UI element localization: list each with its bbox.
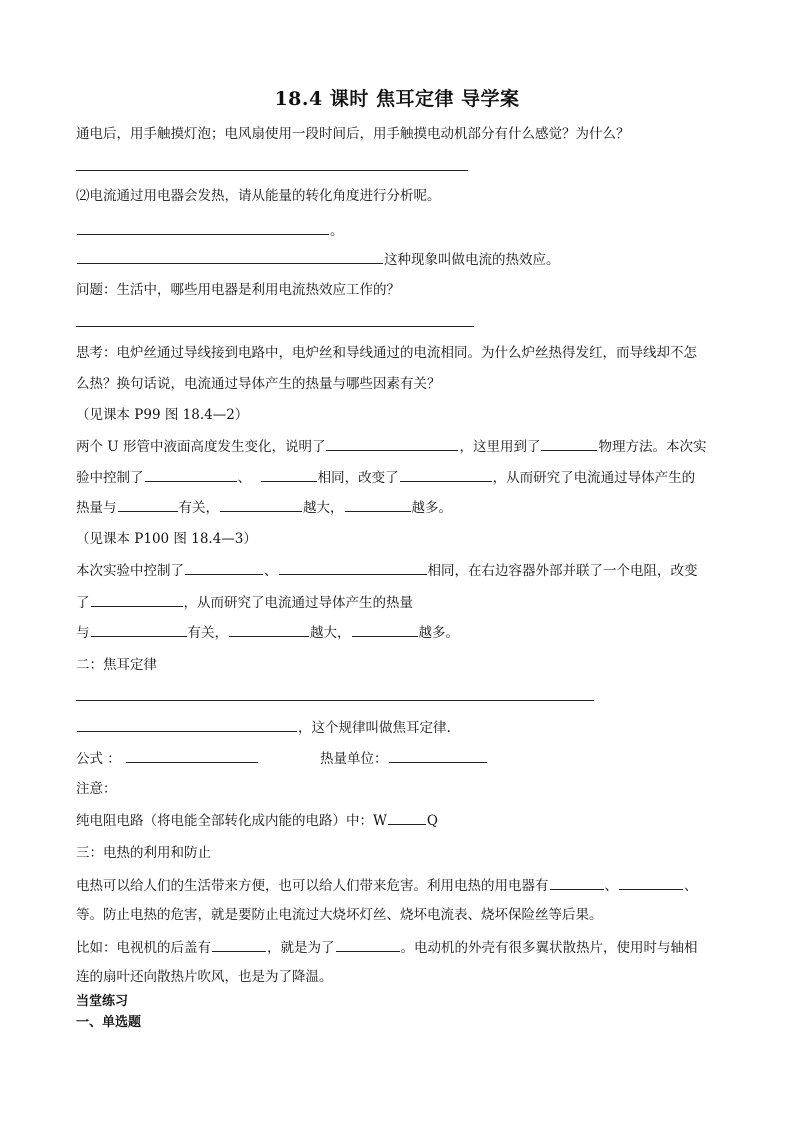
blank bbox=[145, 467, 237, 482]
text: 。电动机的外壳有很多翼状散热片，使用时与轴相 bbox=[400, 940, 698, 956]
text: ，从而研究了电流通过导体产生的热量 bbox=[183, 595, 413, 611]
text: 公式 ： bbox=[76, 751, 121, 767]
blank bbox=[91, 622, 187, 637]
text: 纯电阻电路（将电能全部转化成内能的电路）中：W bbox=[76, 813, 387, 829]
question-1: 通电后，用手触摸灯泡；电风扇使用一段时间后，用手触摸电动机部分有什么感觉？为什么？ bbox=[76, 126, 630, 142]
section-joule-law: 二：焦耳定律 bbox=[76, 657, 157, 673]
heat-effect-text: 这种现象叫做电流的热效应。 bbox=[384, 252, 560, 268]
note-label: 注意： bbox=[76, 781, 117, 797]
text: 比如：电视机的后盖有 bbox=[76, 940, 211, 956]
blank bbox=[229, 622, 309, 637]
blank bbox=[550, 875, 604, 890]
heat-unit-row bbox=[320, 748, 488, 769]
heat-effect-row bbox=[76, 249, 560, 270]
blank bbox=[389, 748, 487, 763]
blank bbox=[220, 497, 302, 512]
blank bbox=[400, 467, 492, 482]
think-line-2: 么热？换句话说，电流通过导体产生的热量与哪些因素有关？ bbox=[76, 376, 441, 392]
text: 、 bbox=[604, 878, 618, 894]
text: 越多。 bbox=[411, 500, 452, 516]
experiment-2-line-3 bbox=[76, 622, 459, 643]
text: 热量与 bbox=[76, 500, 117, 516]
pure-resistance-row bbox=[76, 810, 438, 831]
page-title: 18.4 课时 焦耳定律 导学案 bbox=[274, 88, 520, 110]
text: 有关， bbox=[187, 625, 228, 641]
experiment-1-line-3 bbox=[76, 497, 452, 518]
text: 相同，改变了 bbox=[317, 470, 399, 486]
text: Q bbox=[426, 813, 438, 829]
blank bbox=[326, 436, 458, 451]
text: 与 bbox=[76, 625, 90, 641]
blank bbox=[126, 748, 258, 763]
blank bbox=[185, 560, 263, 575]
text: 物理方法。本次实 bbox=[598, 439, 707, 455]
text: 了 bbox=[76, 595, 90, 611]
text: 电热可以给人们的生活带来方便，也可以给人们带来危害。利用电热的用电器有 bbox=[76, 878, 549, 894]
blank bbox=[279, 560, 427, 575]
example-line-2: 连的扇叶还向散热片吹风，也是为了降温。 bbox=[76, 969, 333, 985]
formula-row bbox=[76, 748, 259, 769]
question-appliances: 问题：生活中，哪些用电器是利用电流热效应工作的？ bbox=[76, 282, 400, 298]
text: ，从而研究了电流通过导体产生的 bbox=[492, 470, 696, 486]
experiment-2-line-1 bbox=[76, 560, 698, 581]
blank bbox=[388, 810, 426, 825]
question-2: ⑵电流通过用电器会发热，请从能量的转化角度进行分析呢。 bbox=[76, 188, 441, 204]
text: ，这里用到了 bbox=[459, 439, 541, 455]
blank bbox=[118, 497, 178, 512]
text: 有关， bbox=[178, 500, 219, 516]
text: 相同，在右边容器外部并联了一个电阻，改变 bbox=[427, 563, 698, 579]
example-line-1 bbox=[76, 937, 698, 958]
blank bbox=[77, 249, 383, 264]
text: 越大， bbox=[303, 500, 344, 516]
blank bbox=[261, 467, 317, 482]
experiment-2-line-2 bbox=[76, 592, 413, 613]
text: 热量单位： bbox=[320, 751, 388, 767]
text: 本次实验中控制了 bbox=[76, 563, 184, 579]
text: 验中控制了 bbox=[76, 470, 144, 486]
blank bbox=[77, 220, 329, 235]
answer-line bbox=[76, 326, 474, 327]
experiment-1-line-2 bbox=[76, 467, 695, 488]
blank bbox=[541, 436, 597, 451]
text: 越大， bbox=[310, 625, 351, 641]
textbook-ref-2: （见课本 P100 图 18.4—3） bbox=[76, 531, 257, 547]
think-line-1: 思考：电炉丝通过导线接到电路中，电炉丝和导线通过的电流相同。为什么炉丝热得发红，而导线却不怎 bbox=[76, 345, 697, 361]
answer-row bbox=[76, 220, 344, 241]
blank bbox=[212, 937, 266, 952]
text: 两个 U 形管中液面高度发生变化，说明了 bbox=[76, 439, 326, 455]
joule-law-row bbox=[76, 717, 451, 738]
text: 越多。 bbox=[418, 625, 459, 641]
blank bbox=[619, 875, 683, 890]
text: 、 bbox=[684, 878, 698, 894]
practice-heading: 当堂练习 bbox=[76, 994, 129, 1009]
answer-line bbox=[76, 170, 468, 171]
blank bbox=[336, 937, 400, 952]
text: ，这个规律叫做焦耳定律. bbox=[298, 720, 451, 736]
textbook-ref-1: （见课本 P99 图 18.4—2） bbox=[76, 407, 249, 423]
text: ，就是为了 bbox=[267, 940, 335, 956]
blank bbox=[352, 622, 418, 637]
period: 。 bbox=[330, 223, 344, 239]
blank bbox=[345, 497, 411, 512]
text: 、 bbox=[237, 470, 251, 486]
text: 、 bbox=[264, 563, 278, 579]
experiment-1-line-1 bbox=[76, 436, 706, 457]
heat-use-line-1 bbox=[76, 875, 698, 896]
blank bbox=[91, 592, 183, 607]
single-choice-heading: 一、单选题 bbox=[76, 1015, 142, 1030]
answer-line bbox=[76, 700, 594, 701]
section-heat-use: 三：电热的利用和防止 bbox=[76, 845, 211, 861]
heat-use-line-2: 等。防止电热的危害，就是要防止电流过大烧坏灯丝、烧坏电流表、烧坏保险丝等后果。 bbox=[76, 907, 603, 923]
blank bbox=[77, 717, 297, 732]
